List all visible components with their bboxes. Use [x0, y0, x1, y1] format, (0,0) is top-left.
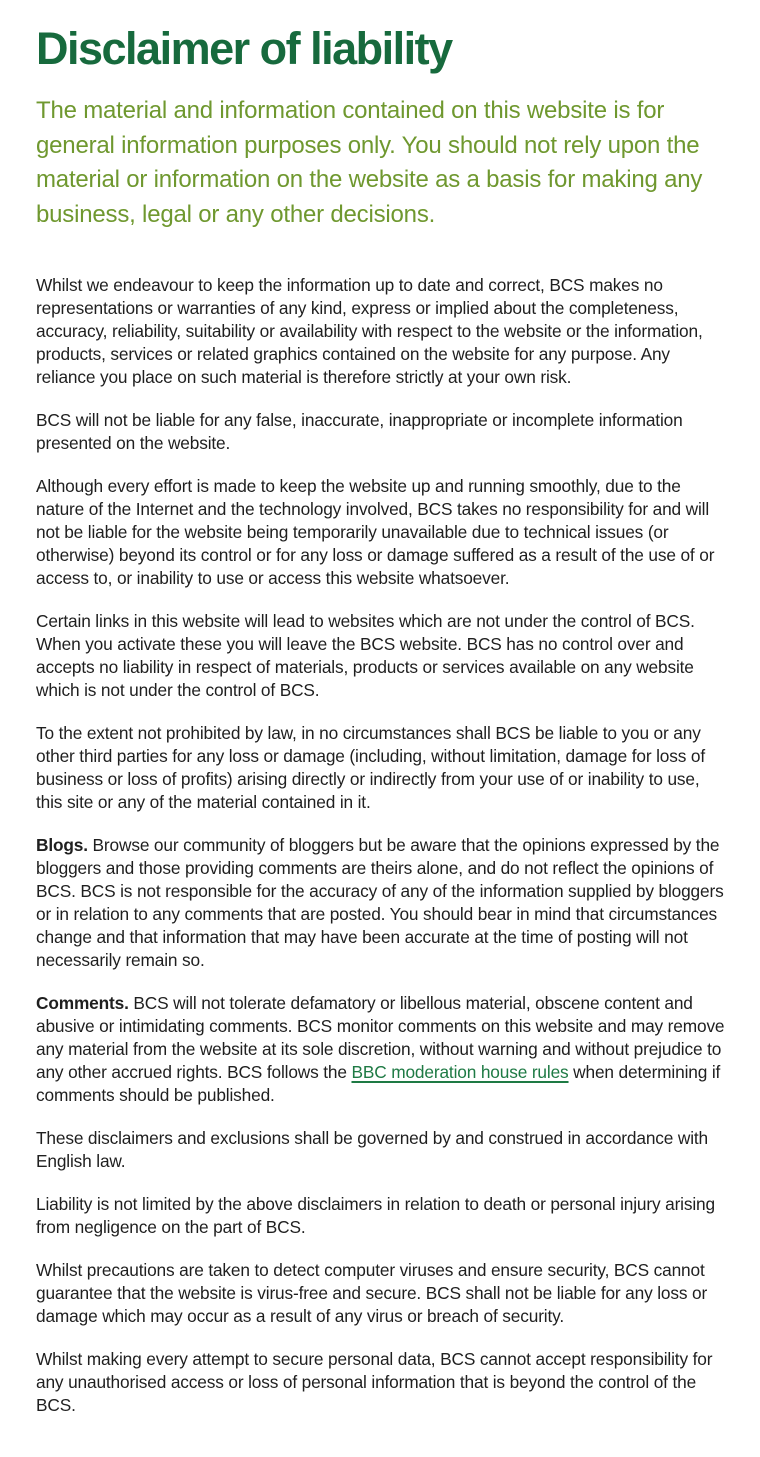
body-paragraph-extent-of-law: To the extent not prohibited by law, in no circumstances shall BCS be liable to you or any other third parties for any loss or damage (including, without limitation, damage for loss of business or loss of profits) arising directly or indirectly from your use of or inability to use, this site or any of the material contained in it. — [36, 723, 705, 813]
blogs-paragraph-text: Browse our community of bloggers but be aware that the opinions expressed by the bloggers and those providing comments are theirs alone, and do not reflect the opinions of BCS. BCS is not responsible for the accuracy of any of the information supplied by bloggers or in relation to any comments that are posted. You should bear in mind that circumstances change and that information that may have been accurate at the time of posting will not necessarily remain so. — [36, 835, 724, 971]
body-paragraph-not-liable-false-info: BCS will not be liable for any false, inaccurate, inappropriate or incomplete information presented on the website. — [36, 410, 683, 454]
body-paragraph-blogs — [36, 834, 727, 972]
body-paragraph-viruses-security: Whilst precautions are taken to detect computer viruses and ensure security, BCS cannot guarantee that the website is virus-free and secure. BCS shall not be liable for any loss or damage which may occur as a result of any virus or breach of security. — [36, 1260, 708, 1327]
body-paragraph-comments — [36, 992, 727, 1107]
body-paragraph-website-availability: Although every effort is made to keep the website up and running smoothly, due to the nature of the Internet and the technology involved, BCS takes no responsibility for and will not be liable for the website being temporarily unavailable due to technical issues (or otherwise) beyond its control or for any loss or damage suffered as a result of the use of or access to, or inability to use or access this website whatsoever. — [36, 476, 715, 589]
body-paragraph-english-law: These disclaimers and exclusions shall be governed by and construed in accordance with English law. — [36, 1128, 709, 1172]
body-paragraph-personal-data: Whilst making every attempt to secure personal data, BCS cannot accept responsibility for any unauthorised access or loss of personal information that is beyond the control of the BCS. — [36, 1349, 713, 1416]
comments-text-after-link: when determining if comments should be published. — [36, 1062, 721, 1106]
page-title: Disclaimer of liability — [36, 23, 452, 74]
comments-text-before-link: BCS will not tolerate defamatory or libellous material, obscene content and abusive or intimidating comments. BCS monitor comments on this website and may remove any material from the website at its sole discretion, without warning and without prejudice to any other accrued rights. BCS follows the — [36, 993, 725, 1083]
body-copy — [36, 274, 727, 1417]
blogs-lead-label: Blogs. — [36, 835, 88, 856]
body-paragraph-external-links: Certain links in this website will lead to websites which are not under the control of BCS. When you activate these you will leave the BCS website. BCS has no control over and accepts no liability in respect of materials, products or services available on any website which is not under the control of BCS. — [36, 611, 695, 701]
comments-lead-label: Comments. — [36, 993, 129, 1014]
lede-paragraph: The material and information contained on this website is for general information purposes only. You should not rely upon the material or information on the website as a basis for making any business, legal or any other decisions. — [36, 97, 703, 228]
bbc-moderation-house-rules-link[interactable]: BBC moderation house rules — [351, 1062, 569, 1083]
body-paragraph-liability-not-limited: Liability is not limited by the above disclaimers in relation to death or personal injury arising from negligence on the part of BCS. — [36, 1194, 715, 1238]
body-paragraph-whilst-endeavour: Whilst we endeavour to keep the information up to date and correct, BCS makes no representations or warranties of any kind, express or implied about the completeness, accuracy, reliability, suitability or availability with respect to the website or the information, products, services or related graphics contained on the website for any purpose. Any reliance you place on such material is therefore strictly at your own risk. — [36, 275, 703, 388]
